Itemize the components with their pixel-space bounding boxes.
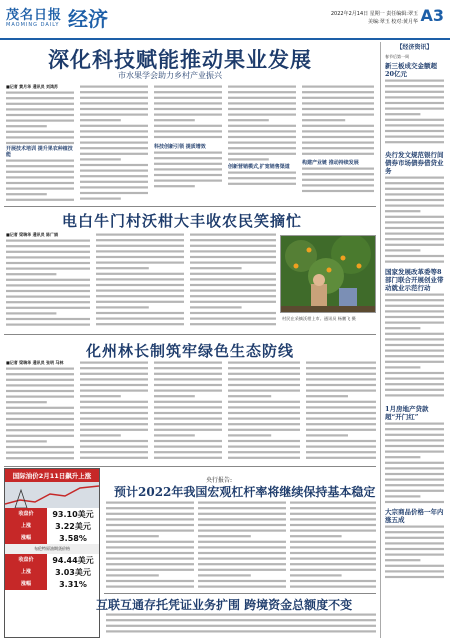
story1-body-text bbox=[80, 84, 148, 202]
divider bbox=[4, 466, 376, 467]
story1-body-text bbox=[228, 84, 296, 164]
orchard-photo-illustration bbox=[281, 236, 376, 313]
story1-col-5 bbox=[302, 84, 374, 204]
text-lines-placeholder bbox=[96, 232, 184, 330]
text-lines-placeholder bbox=[306, 360, 376, 462]
story4-kicker: 央行报告: bbox=[206, 477, 233, 484]
logo-subtitle: MAOMING DAILY bbox=[6, 22, 60, 28]
story4-headline: 预计2022年我国宏观杠杆率将继续保持基本稳定 bbox=[114, 485, 376, 499]
masthead bbox=[0, 0, 450, 40]
news-headline: 央行发文规范银行间债券市场债券借贷业务 bbox=[385, 151, 444, 175]
text-lines-placeholder bbox=[228, 84, 296, 164]
story2-photo-caption: 村民在采摘沃柑上市。通讯员 杨鹏飞 摄 bbox=[282, 316, 356, 321]
oil-illustration bbox=[5, 482, 99, 508]
news-body-text bbox=[385, 292, 444, 402]
news-headline: 1月房地产贷款超“开门红” bbox=[385, 405, 429, 421]
story2-col-3 bbox=[190, 232, 276, 332]
story3-body-text bbox=[80, 360, 148, 462]
story1-body-text bbox=[6, 90, 74, 146]
text-lines-placeholder bbox=[6, 366, 74, 462]
oil-label: 收盘价 bbox=[5, 554, 47, 566]
story2-headline: 电白牛门村沃柑大丰收农民笑摘忙 bbox=[62, 212, 303, 230]
oil-box-caption: 布伦特原油期货价格 bbox=[5, 544, 99, 554]
oil-row bbox=[5, 520, 99, 532]
news-body-text bbox=[385, 175, 444, 265]
story2-body-text bbox=[96, 232, 184, 330]
divider bbox=[104, 593, 376, 594]
story4-body-text bbox=[198, 500, 286, 590]
story3-body-text bbox=[154, 360, 222, 462]
text-lines-placeholder bbox=[80, 84, 148, 202]
oil-label: 上涨 bbox=[5, 520, 47, 532]
story1-body-text bbox=[154, 150, 222, 190]
story1-subhead-4: 构建产业链 推动持续发展 bbox=[302, 160, 359, 166]
story3-col-2 bbox=[80, 360, 148, 464]
news-headline: 大宗商品价格一年内涨五成 bbox=[385, 508, 444, 524]
oil-price-box bbox=[4, 468, 100, 638]
story2-col-2 bbox=[96, 232, 184, 332]
text-lines-placeholder bbox=[80, 360, 148, 462]
story1-headline: 深化科技赋能推动果业发展 bbox=[48, 47, 312, 72]
story3-col-4 bbox=[228, 360, 300, 464]
news-column-title: 【经济资讯】 bbox=[396, 44, 433, 51]
story1-body-text bbox=[302, 166, 374, 196]
news-headline: 国家发展改革委等8部门联合开展创业带动就业示范行动 bbox=[385, 268, 444, 292]
news-headline: 新三板成交金额超20亿元 bbox=[385, 62, 437, 78]
date-line: 2022年2月14日 星期一 责任编辑:翠玉 bbox=[330, 11, 418, 17]
story3-col-1 bbox=[6, 360, 74, 464]
story5-headline: 互联互通存托凭证业务扩围 跨境资金总额度不变 bbox=[96, 598, 353, 612]
story4-col-1 bbox=[106, 500, 194, 592]
oil-row bbox=[5, 532, 99, 544]
text-lines-placeholder bbox=[302, 166, 374, 196]
oil-label: 上涨 bbox=[5, 566, 47, 578]
text-lines-placeholder bbox=[106, 500, 194, 590]
text-lines-placeholder bbox=[6, 90, 74, 146]
page-number: A3 bbox=[420, 6, 444, 25]
story3-byline: ■记者 梁瑞华 通讯员 张明 马林 bbox=[6, 360, 64, 365]
text-lines-placeholder bbox=[290, 500, 376, 590]
story3-headline: 化州林长制筑牢绿色生态防线 bbox=[86, 342, 295, 360]
story2-col-1 bbox=[6, 232, 90, 332]
news-kicker: 春节后第一周 bbox=[385, 54, 409, 59]
text-lines-placeholder bbox=[385, 292, 444, 402]
story2-body-text bbox=[6, 238, 90, 330]
oil-row bbox=[5, 554, 99, 566]
oil-value: 94.44美元 bbox=[52, 555, 94, 565]
news-body-text bbox=[385, 78, 444, 148]
text-lines-placeholder bbox=[385, 78, 444, 148]
story1-body-text bbox=[228, 170, 296, 192]
news-body-text bbox=[385, 524, 444, 584]
story4-body-text bbox=[106, 500, 194, 590]
oil-value: 3.22美元 bbox=[55, 521, 91, 531]
story1-body-text bbox=[154, 84, 222, 144]
divider bbox=[4, 334, 376, 335]
text-lines-placeholder bbox=[385, 524, 444, 584]
text-lines-placeholder bbox=[154, 150, 222, 190]
text-lines-placeholder bbox=[302, 84, 374, 160]
story3-body-text bbox=[306, 360, 376, 462]
economic-news-column bbox=[380, 42, 444, 638]
oil-label: 涨幅 bbox=[5, 532, 47, 544]
oil-derrick-icon bbox=[5, 482, 99, 508]
oil-row bbox=[5, 578, 99, 590]
story1-body-text bbox=[6, 158, 74, 208]
text-lines-placeholder bbox=[228, 360, 300, 462]
section-title: 经济 bbox=[68, 7, 108, 31]
oil-row bbox=[5, 566, 99, 578]
story1-col-3 bbox=[154, 84, 222, 204]
story1-body-text bbox=[302, 84, 374, 160]
story1-subhead-3: 创新营销模式,扩宽销售渠道 bbox=[228, 164, 290, 170]
story1-col-4 bbox=[228, 84, 296, 204]
newspaper-logo: 茂名日报 bbox=[6, 8, 63, 23]
oil-label: 涨幅 bbox=[5, 578, 47, 590]
oil-value: 93.10美元 bbox=[52, 509, 94, 519]
text-lines-placeholder bbox=[228, 170, 296, 192]
editor-line: 美编:翠玉 校对:黄月华 bbox=[368, 19, 418, 25]
story3-col-5 bbox=[306, 360, 376, 464]
story4-col-3 bbox=[290, 500, 376, 592]
text-lines-placeholder bbox=[6, 158, 74, 208]
story2-body-text bbox=[190, 232, 276, 330]
story1-col-1 bbox=[6, 84, 74, 204]
story5-body bbox=[106, 612, 376, 638]
oil-value: 3.31% bbox=[59, 579, 87, 589]
text-lines-placeholder bbox=[106, 612, 376, 636]
story3-body-text bbox=[6, 366, 74, 462]
text-lines-placeholder bbox=[385, 175, 444, 265]
story2-photo bbox=[280, 235, 376, 313]
text-lines-placeholder bbox=[154, 360, 222, 462]
story2-byline: ■记者 梁瑞华 通讯员 陈广娟 bbox=[6, 232, 58, 237]
oil-value: 3.58% bbox=[59, 533, 87, 543]
text-lines-placeholder bbox=[6, 238, 90, 330]
news-body-text bbox=[385, 421, 444, 505]
divider bbox=[4, 206, 376, 207]
oil-box-title: 国际油价2月11日飙升上涨 bbox=[5, 469, 99, 482]
story1-col-2 bbox=[80, 84, 148, 204]
story3-body-text bbox=[228, 360, 300, 462]
story4-col-2 bbox=[198, 500, 286, 592]
story3-col-3 bbox=[154, 360, 222, 464]
story5-body-text bbox=[106, 612, 376, 636]
story1-subheadline: 市水果学会助力乡村产业振兴 bbox=[118, 71, 222, 80]
text-lines-placeholder bbox=[190, 232, 276, 330]
text-lines-placeholder bbox=[385, 421, 444, 505]
story1-subhead-1: 开展技术培训 提升果农种植技能 bbox=[6, 145, 73, 158]
oil-label: 收盘价 bbox=[5, 508, 47, 520]
text-lines-placeholder bbox=[154, 84, 222, 144]
story4-body-text bbox=[290, 500, 376, 590]
oil-row bbox=[5, 508, 99, 520]
oil-value: 3.03美元 bbox=[55, 567, 91, 577]
story1-byline: ■记者 黄月华 通讯员 刘鸿苏 bbox=[6, 84, 58, 89]
story1-subhead-2: 科技创新引领 提质增效 bbox=[154, 144, 206, 150]
text-lines-placeholder bbox=[198, 500, 286, 590]
